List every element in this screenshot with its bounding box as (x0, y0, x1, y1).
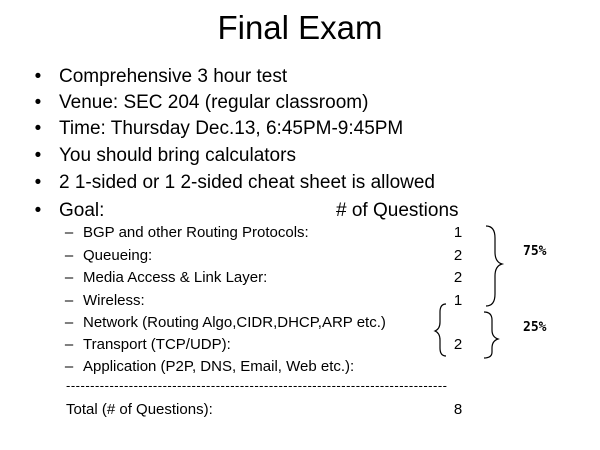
goal-item-count: 2 (453, 336, 463, 353)
goal-item-label: Wireless: (83, 292, 145, 309)
bullet-dot-icon: • (34, 200, 42, 221)
bullet-text: Goal: (59, 200, 105, 221)
goal-item-label: Queueing: (83, 247, 153, 264)
goal-item-count: 2 (453, 269, 463, 286)
dash-icon: – (64, 224, 74, 241)
total-count: 8 (453, 401, 463, 418)
goal-item-label: Application (P2P, DNS, Email, Web etc.): (83, 358, 355, 375)
dash-icon: – (64, 314, 74, 331)
bullet-dot-icon: • (34, 92, 42, 113)
group-percent-75: 75% (523, 244, 547, 259)
brace-right-small-icon (484, 312, 498, 358)
bullet-dot-icon: • (34, 118, 42, 139)
dash-icon: – (64, 269, 74, 286)
bullet-text: Venue: SEC 204 (regular classroom) (59, 92, 369, 113)
bullet-text: 2 1-sided or 1 2-sided cheat sheet is allowed (59, 172, 436, 193)
questions-column-header: # of Questions (336, 200, 459, 221)
goal-item-count: 1 (453, 292, 463, 309)
slide-title: Final Exam (217, 9, 383, 46)
dash-icon: – (64, 336, 74, 353)
brace-right-large-icon (486, 226, 502, 306)
group-percent-25: 25% (523, 320, 547, 335)
dash-icon: – (64, 358, 74, 375)
bullet-dot-icon: • (34, 66, 42, 87)
goal-item-count: 1 (453, 224, 463, 241)
divider-line: ------------------------------------------------------------------------------- (66, 378, 448, 393)
dash-icon: – (64, 247, 74, 264)
bullet-dot-icon: • (34, 145, 42, 166)
goal-item-label: Transport (TCP/UDP): (83, 336, 231, 353)
bullet-text: You should bring calculators (59, 145, 296, 166)
bullet-dot-icon: • (34, 172, 42, 193)
goal-item-count: 2 (453, 247, 463, 264)
dash-icon: – (64, 292, 74, 309)
goal-item-label: Media Access & Link Layer: (83, 269, 268, 286)
brace-left-small-icon (435, 304, 446, 356)
goal-item-label: Network (Routing Algo,CIDR,DHCP,ARP etc.) (83, 314, 386, 331)
bullet-text: Comprehensive 3 hour test (59, 66, 288, 87)
goal-item-label: BGP and other Routing Protocols: (83, 224, 309, 241)
bullet-text: Time: Thursday Dec.13, 6:45PM-9:45PM (59, 118, 404, 139)
total-label: Total (# of Questions): (66, 401, 213, 418)
